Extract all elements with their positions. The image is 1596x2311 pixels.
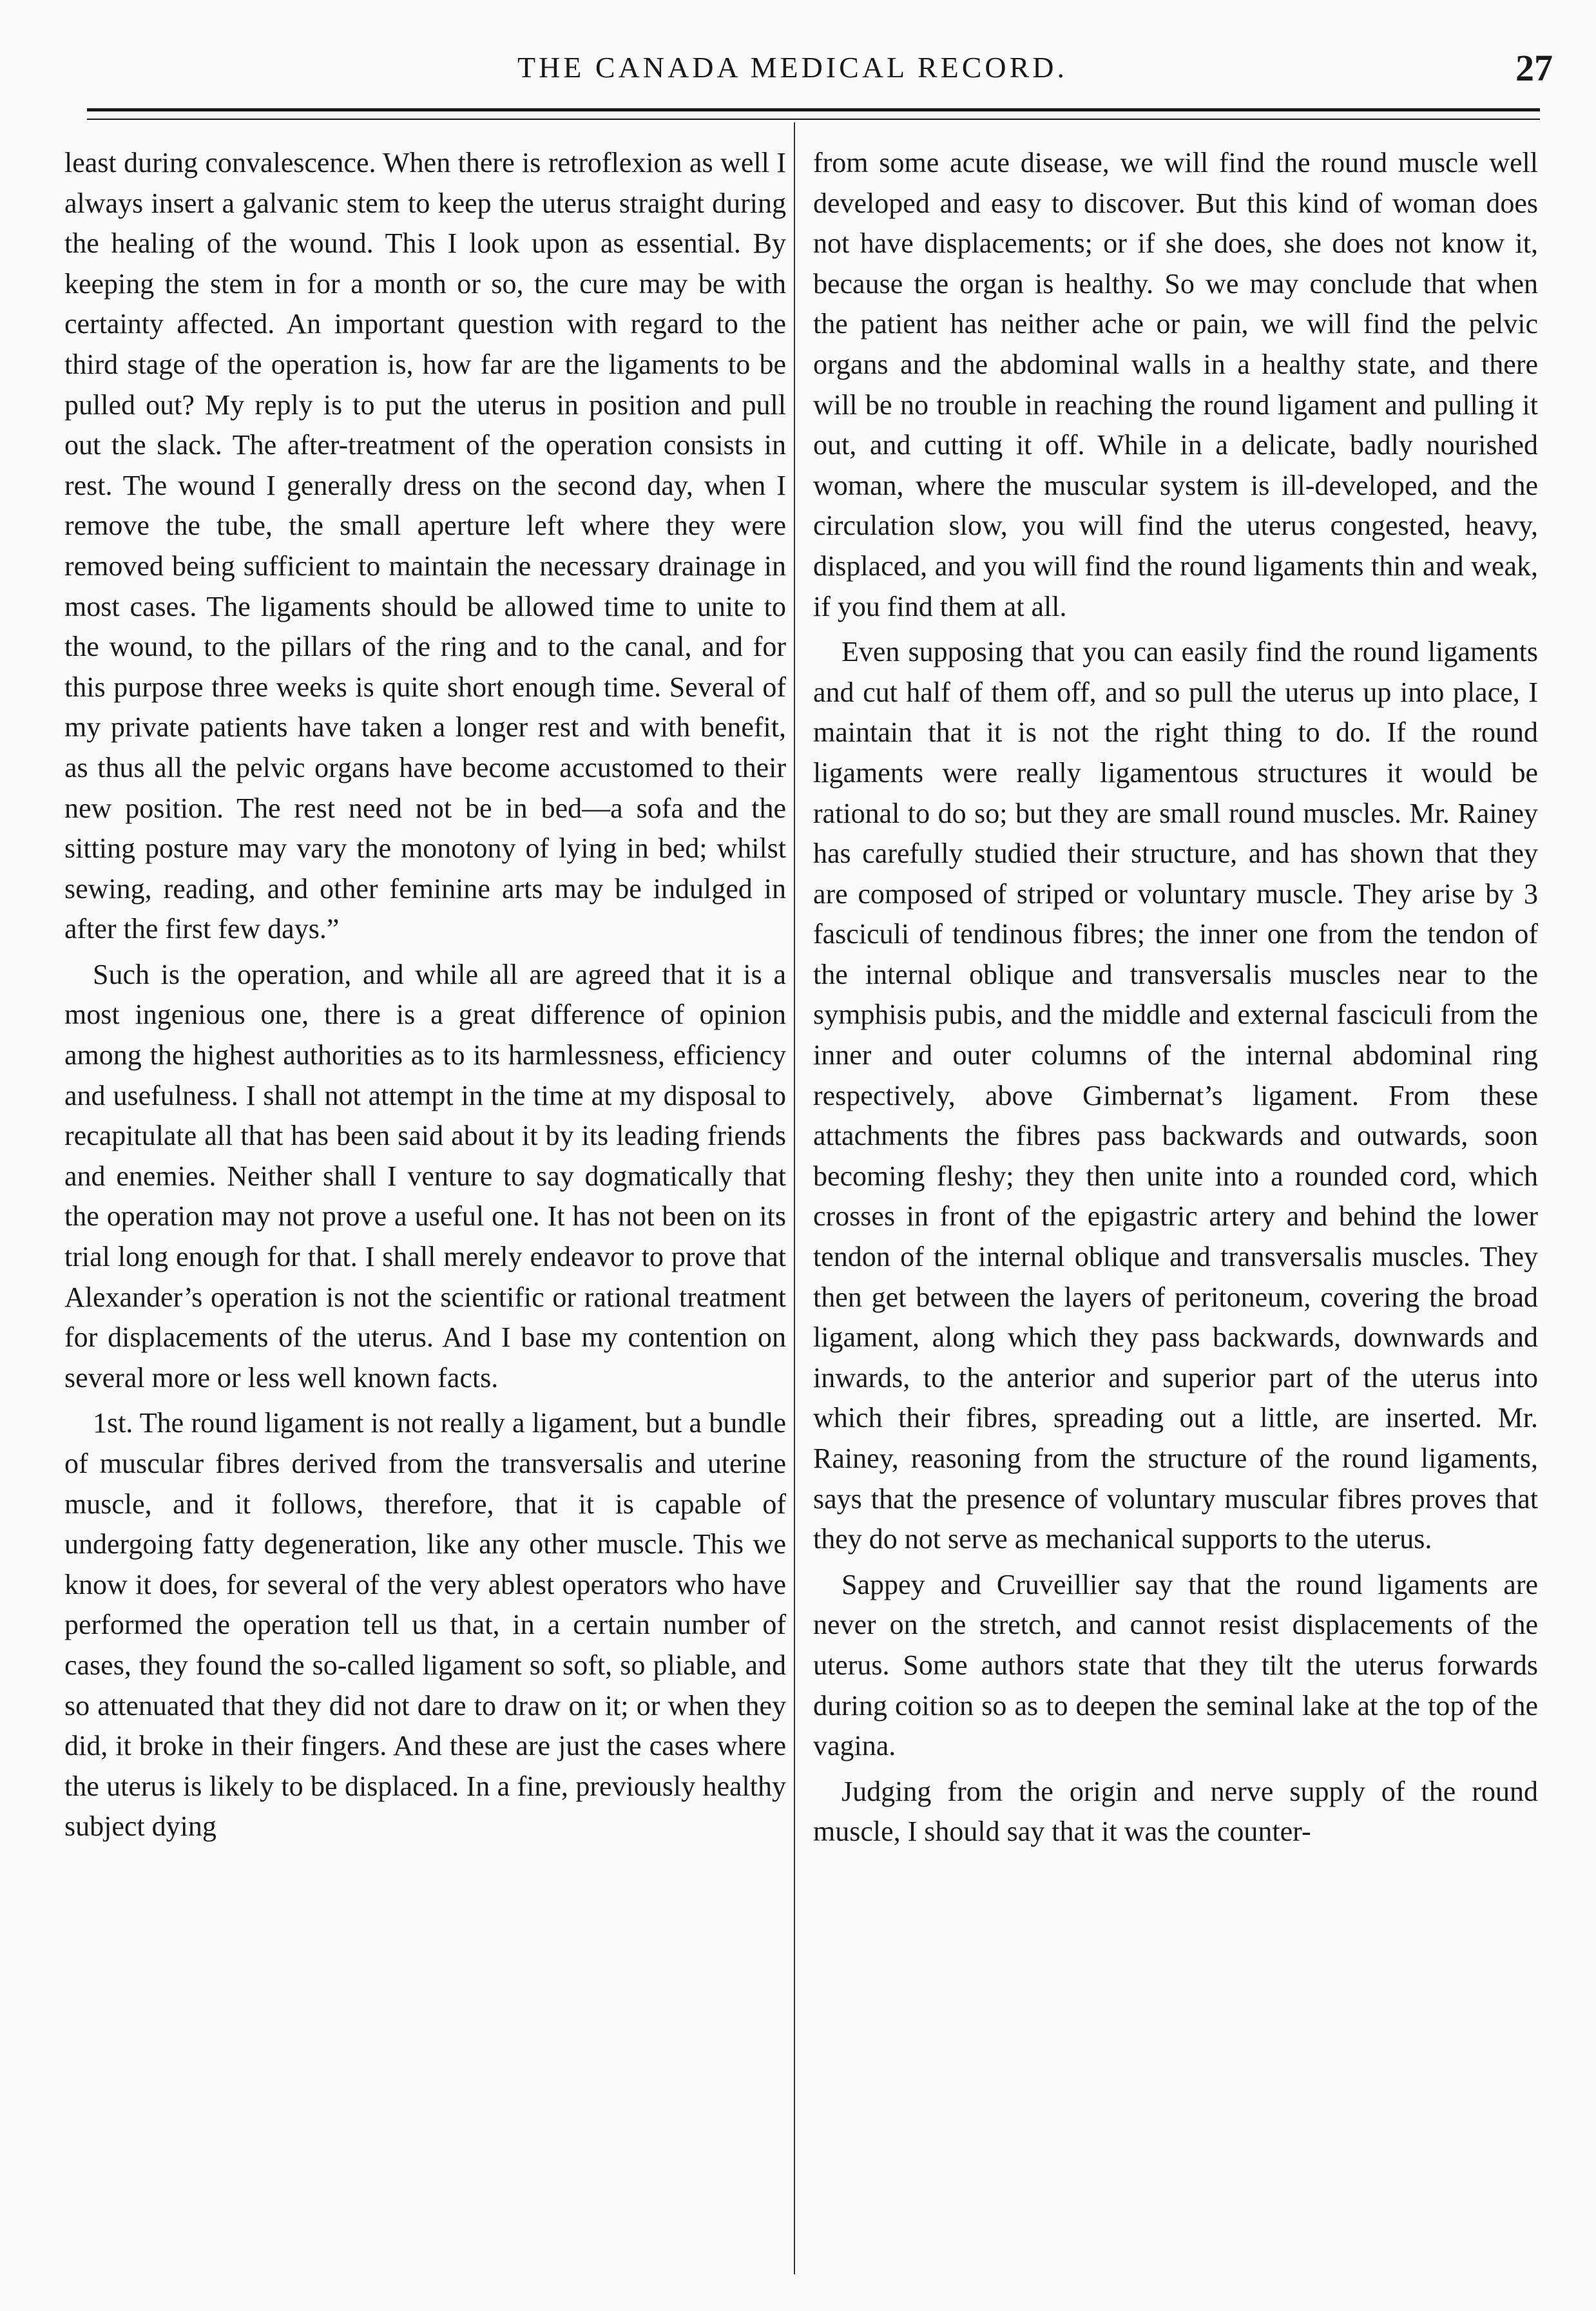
right-column	[813, 143, 1538, 1852]
header-rule-thin	[87, 119, 1540, 120]
page-header	[52, 45, 1553, 97]
paragraph: Judging from the origin and nerve supply of the round muscle, I should say that it was the counter-	[813, 1775, 1538, 1848]
journal-title: THE CANADA MEDICAL RECORD.	[517, 51, 1068, 84]
page-number: 27	[1515, 47, 1553, 89]
left-column	[64, 143, 786, 1847]
column-divider	[794, 122, 795, 2274]
paragraph: from some acute disease, we will find the round muscle well developed and easy to discover. But this kind of woman does not have displacements; or if she does, she does not know it, because the organ is healthy. So we may conclude that when the patient has neither ache or pain, we will find the pelvic organs and the abdominal walls in a healthy state, and there will be no trouble in reaching the round ligament and pulling it out, and cutting it off. While in a delicate, badly nourished woman, where the muscular system is ill-developed, and the circulation slow, you will find the uterus congested, heavy, displaced, and you will find the round ligaments thin and weak, if you find them at all.	[813, 147, 1538, 622]
paragraph: 1st. The round ligament is not really a ligament, but a bundle of muscular fibres derived from the transversalis and uterine muscle, and it follows, therefore, that it is capable of undergoing fatty degeneration, like any other muscle. This we know it does, for several of the very ablest operators who have performed the operation tell us that, in a certain number of cases, they found the so-called ligament so soft, so pliable, and so attenuated that they did not dare to draw on it; or when they did, it broke in their fingers. And these are just the cases where the uterus is likely to be displaced. In a fine, previously healthy subject dying	[64, 1407, 786, 1843]
header-rule-thick	[87, 108, 1540, 111]
paragraph: least during convalescence. When there is retroflexion as well I always insert a galvanic stem to keep the uterus straight during the healing of the wound. This I look upon as essential. By keeping the stem in for a month or so, the cure may be with certainty affected. An important question with regard to the third stage of the operation is, how far are the ligaments to be pulled out? My reply is to put the uterus in position and pull out the slack. The after-treatment of the operation consists in rest. The wound I generally dress on the second day, when I remove the tube, the small aperture left where they were removed being sufficient to maintain the necessary drainage in most cases. The ligaments should be allowed time to unite to the wound, to the pillars of the ring and to the canal, and for this purpose three weeks is quite short enough time. Several of my private patients have taken a longer rest and with benefit, as thus all the pelvic organs have become accustomed to their new position. The rest need not be in bed—a sofa and the sitting posture may vary the monotony of lying in bed; whilst sewing, reading, and other feminine arts may be indulged in after the first few days.”	[64, 147, 786, 945]
paragraph: Such is the operation, and while all are agreed that it is a most ingenious one, there is a great difference of opinion among the highest authorities as to its harmlessness, efficiency and usefulness. I shall not attempt in the time at my disposal to recapitulate all that has been said about it by its leading friends and enemies. Neither shall I venture to say dogmatically that the operation may not prove a useful one. It has not been on its trial long enough for that. I shall merely endeavor to prove that Alexander’s operation is not the scientific or rational treatment for displacements of the uterus. And I base my contention on several more or less well known facts.	[64, 958, 786, 1394]
paragraph: Even supposing that you can easily find the round ligaments and cut half of them off, and so pull the uterus up into place, I maintain that it is not the right thing to do. If the round ligaments were really ligamentous structures it would be rational to do so; but they are small round muscles. Mr. Rainey has carefully studied their structure, and has shown that they are composed of striped or voluntary muscle. They arise by 3 fasciculi of tendinous fibres; the inner one from the tendon of the internal oblique and transversalis muscles near to the symphisis pubis, and the middle and external fasciculi from the inner and outer columns of the internal abdominal ring respectively, above Gimbernat’s ligament. From these attachments the fibres pass backwards and outwards, soon becoming fleshy; they then unite into a rounded cord, which crosses in front of the epigastric artery and behind the lower tendon of the internal oblique and transversalis muscles. They then get between the layers of peritoneum, covering the broad ligament, along which they pass backwards, downwards and inwards, to the anterior and superior part of the uterus into which their fibres, spreading out a little, are inserted. Mr. Rainey, reasoning from the structure of the round ligaments, says that the presence of voluntary muscular fibres proves that they do not serve as mechanical supports to the uterus.	[813, 636, 1538, 1555]
paragraph: Sappey and Cruveillier say that the round ligaments are never on the stretch, and cannot resist displacements of the uterus. Some authors state that they tilt the uterus forwards during coition so as to deepen the seminal lake at the top of the vagina.	[813, 1568, 1538, 1762]
